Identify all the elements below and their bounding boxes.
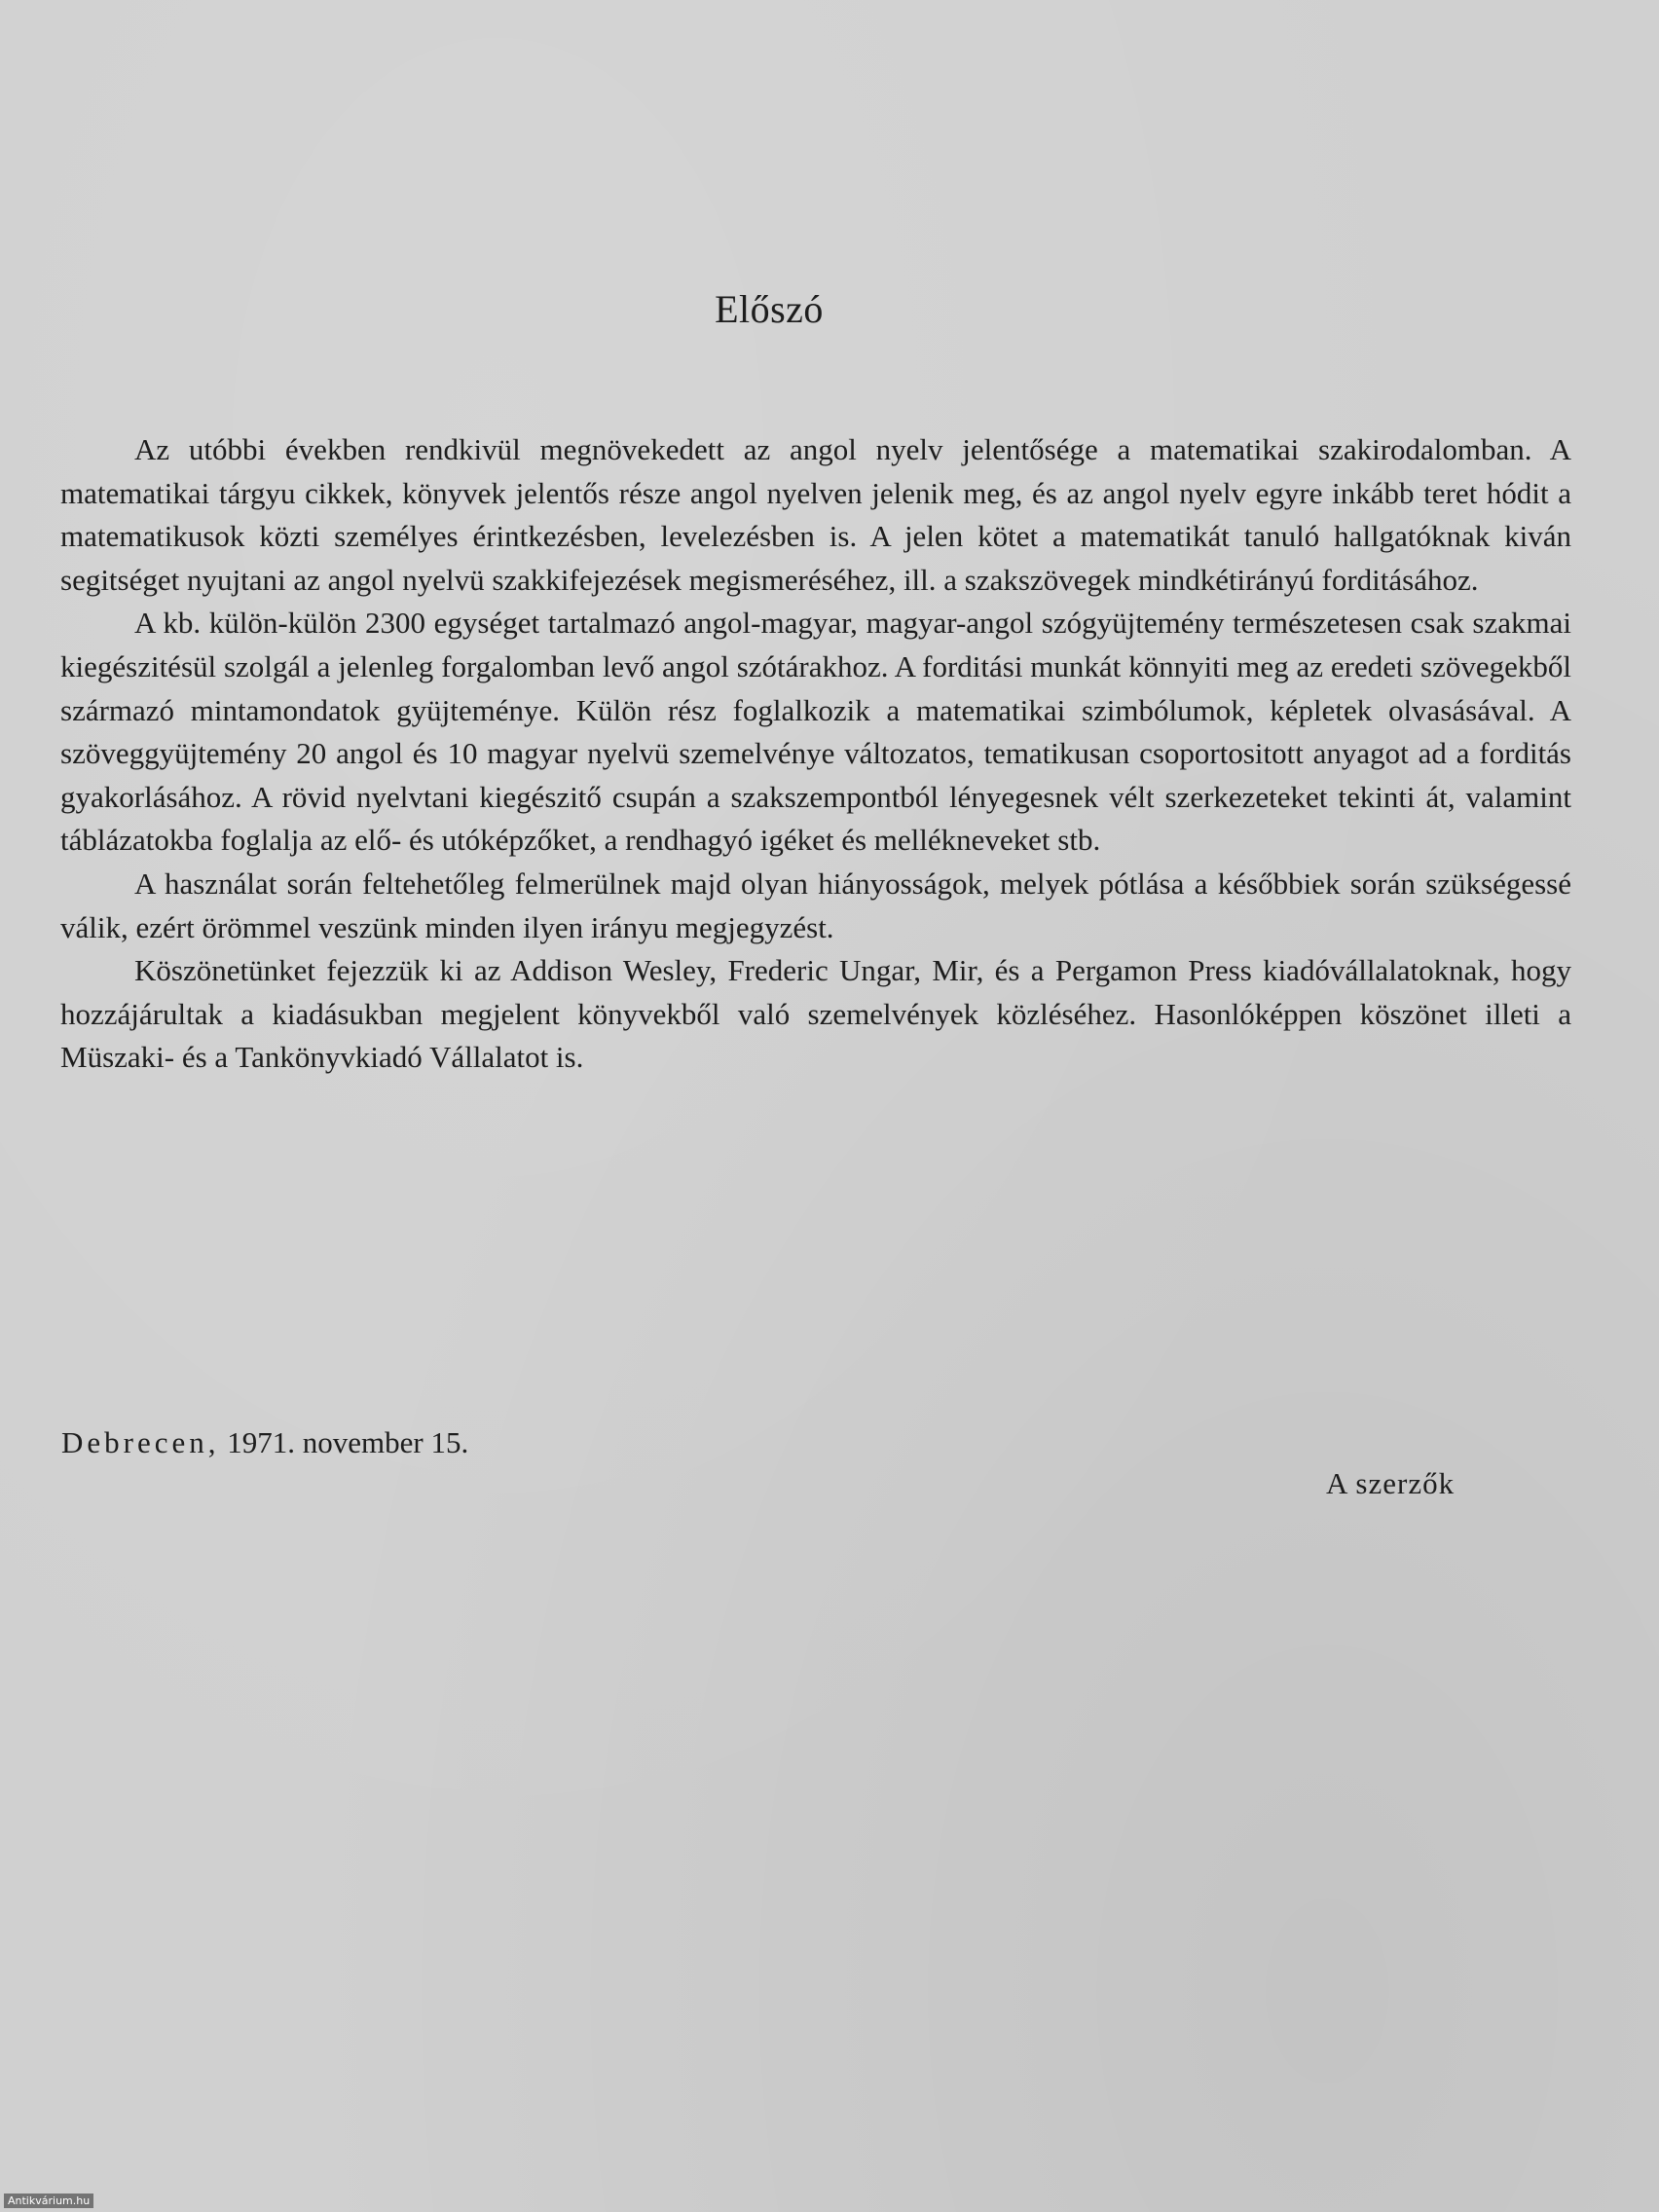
paragraph-1: Az utóbbi években rendkivül megnövekedett az angol nyelv jelentősége a matematikai szakirodalomban. A matematikai tárgyu cikkek, könyvek jelentős része angol nyelven jelenik meg, és az angol nyelv egyre inkább teret hódit a matematikusok közti személyes érintkezésben, levelezésben is. A jelen kötet a matematikát tanuló hallgatóknak kiván segitséget nyujtani az angol nyelvü szakkifejezések megismeréséhez, ill. a szakszövegek mindkétirányú forditásához. xyxy=(60,432,1571,597)
preface-body xyxy=(60,428,1571,1080)
paragraph-3: A használat során feltehetőleg felmerülnek majd olyan hiányosságok, melyek pótlása a későbbiek során szükségessé válik, ezért örömmel veszünk minden ilyen irányu megjegyzést. xyxy=(60,866,1571,944)
signature: A szerzők xyxy=(1326,1466,1456,1500)
paragraph-2: A kb. külön-külön 2300 egységet tartalmazó angol-magyar, magyar-angol szógyüjtemény természetesen csak szakmai kiegészitésül szolgál a jelenleg forgalomban levő angol szótárakhoz. A forditási munkát könnyiti meg az eredeti szövegekből származó mintamondatok gyüjteménye. Külön rész foglalkozik a matematikai szimbólumok, képletek olvasásával. A szöveggyüjtemény 20 angol és 10 magyar nyelvü szemelvénye változatos, tematikusan csoportositott anyagot ad a forditás gyakorlásához. A rövid nyelvtani kiegészitő csupán a szakszempontból lényegesnek vélt szerkezeteket tekinti át, valamint táblázatokba foglalja az elő- és utóképzőket, a rendhagyó igéket és mellékneveket stb. xyxy=(60,606,1571,858)
place-name: Debrecen, xyxy=(61,1425,220,1459)
date-text: 1971. november 15. xyxy=(227,1425,469,1459)
date-line xyxy=(61,1425,468,1460)
watermark: Antikvárium.hu xyxy=(4,2194,93,2208)
paragraph-4: Köszönetünket fejezzük ki az Addison Wesley, Frederic Ungar, Mir, és a Pergamon Press kiadóvállalatoknak, hogy hozzájárultak a kiadásukban megjelent könyvekből való szemelvények közléséhez. Hasonlóképpen köszönet illeti a Müszaki- és a Tankönyvkiadó Vállalatot is. xyxy=(60,953,1571,1075)
page-title: Előszó xyxy=(715,287,824,331)
